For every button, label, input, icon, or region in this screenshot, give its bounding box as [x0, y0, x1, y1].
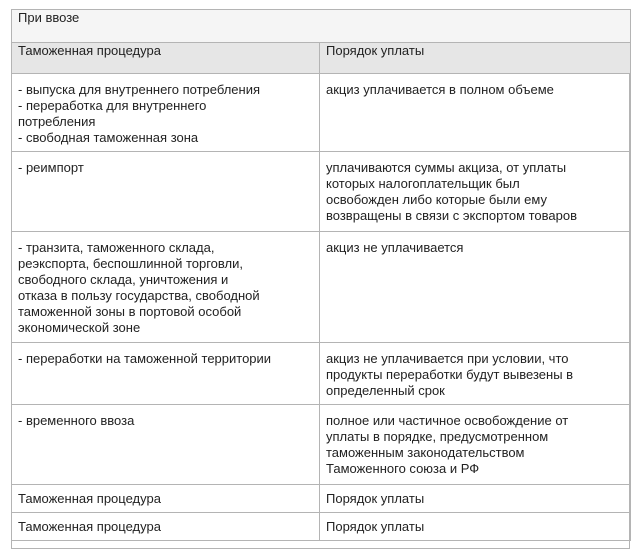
- procedure-cell: [12, 232, 320, 343]
- payment-cell: [320, 74, 631, 152]
- payment-line: акциз уплачивается в полном объеме: [326, 82, 554, 97]
- payment-line: Порядок уплаты: [326, 519, 425, 534]
- procedure-line: - выпуска для внутреннего потребления: [18, 82, 261, 97]
- procedure-cell: [12, 405, 320, 485]
- payment-line: возвращены в связи с экспортом товаров: [326, 208, 578, 223]
- procedure-line: Таможенная процедура: [18, 519, 161, 534]
- payment-line: уплачиваются суммы акциза, от уплаты: [326, 160, 567, 175]
- payment-line: определенный срок: [326, 383, 445, 398]
- table-title-row: [12, 10, 631, 43]
- payment-line: Таможенного союза и РФ: [326, 461, 480, 476]
- excise-import-table: [11, 9, 631, 541]
- payment-cell: [320, 232, 631, 343]
- payment-cell: [320, 343, 631, 405]
- payment-cell: [320, 405, 631, 485]
- procedure-line: - переработка для внутреннего: [18, 98, 207, 113]
- header-procedure: Таможенная процедура: [12, 43, 320, 74]
- payment-line: полное или частичное освобождение от: [326, 413, 569, 428]
- payment-line: таможенным законодательством: [326, 445, 525, 460]
- table-row: [12, 513, 631, 541]
- payment-cell: [320, 152, 631, 232]
- payment-line: которых налогоплательщик был: [326, 176, 520, 191]
- table-row: [12, 152, 631, 232]
- procedure-line: - свободная таможенная зона: [18, 130, 199, 145]
- procedure-line: реэкспорта, беспошлинной торговли,: [18, 256, 243, 271]
- payment-line: освобожден либо которые были ему: [326, 192, 547, 207]
- procedure-line: - реимпорт: [18, 160, 84, 175]
- table-title: При ввозе: [12, 10, 631, 43]
- procedure-line: таможенной зоны в портовой особой: [18, 304, 242, 319]
- procedure-cell: [12, 74, 320, 152]
- procedure-line: - транзита, таможенного склада,: [18, 240, 215, 255]
- table-header-row: [12, 43, 631, 74]
- payment-line: уплаты в порядке, предусмотренном: [326, 429, 549, 444]
- procedure-line: отказа в пользу государства, свободной: [18, 288, 260, 303]
- payment-cell: [320, 485, 631, 513]
- table-row: [12, 405, 631, 485]
- procedure-cell: [12, 343, 320, 405]
- procedure-line: - переработки на таможенной территории: [18, 351, 272, 366]
- procedure-line: потребления: [18, 114, 96, 129]
- table-row: [12, 485, 631, 513]
- procedure-cell: [12, 513, 320, 541]
- payment-line: Порядок уплаты: [326, 491, 425, 506]
- procedure-line: - временного ввоза: [18, 413, 135, 428]
- procedure-line: Таможенная процедура: [18, 491, 161, 506]
- procedure-line: свободного склада, уничтожения и: [18, 272, 229, 287]
- payment-cell: [320, 513, 631, 541]
- header-payment: Порядок уплаты: [320, 43, 631, 74]
- procedure-cell: [12, 485, 320, 513]
- table-row: [12, 74, 631, 152]
- payment-line: продукты переработки будут вывезены в: [326, 367, 574, 382]
- payment-line: акциз не уплачивается при условии, что: [326, 351, 569, 366]
- procedure-line: экономической зоне: [18, 320, 141, 335]
- procedure-cell: [12, 152, 320, 232]
- table-row: [12, 232, 631, 343]
- payment-line: акциз не уплачивается: [326, 240, 464, 255]
- table-row: [12, 343, 631, 405]
